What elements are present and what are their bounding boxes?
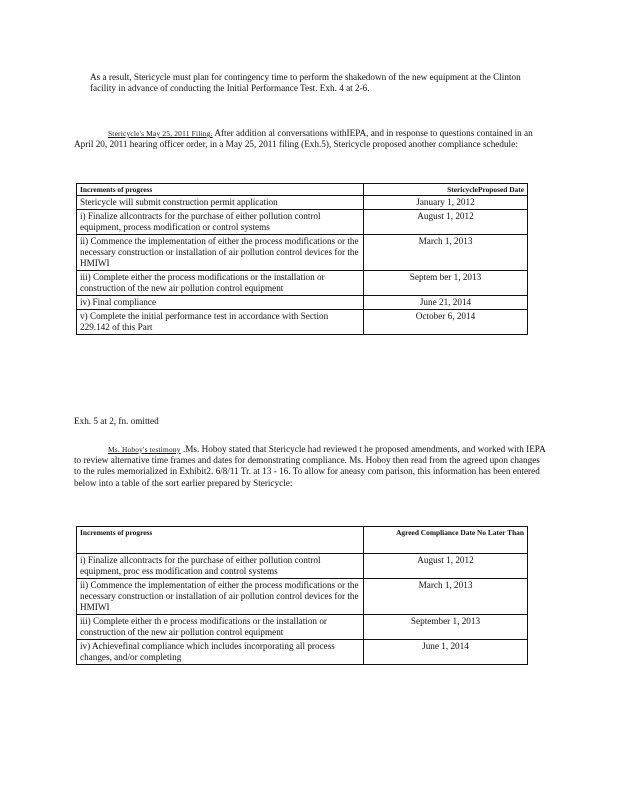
header-agreed-date: Agreed Compliance Date No Later Than [364,527,528,554]
table-row [77,235,528,271]
hoboy-body: .Ms. Hoboy stated that Stericycle had reviewed t he proposed amendments, and worked with IEPA to review alternative time frames and dates for demonstrating compliance. Ms. Hoboy then read from the agreed upon changes to the rules memorialized in Exhibit2. 6/8/11 Tr. at 13 - 16. To allow for aneasy com parison, this information has been entered below into a table of the sort earlier prepared by Stericycle: [74,444,546,488]
increment-cell: iv) Achievefinal compliance which includes incorporating all process changes, and/or completing [77,640,364,665]
agreed-compliance-schedule-table [76,526,528,665]
table-row [77,271,528,296]
section-heading-hoboy: Ms. Hoboy's testimony [108,445,181,454]
increment-cell: ii) Commence the implementation of either the process modifications or the necessary construction or installation of air pollution control devices for the HMIWI [77,235,364,271]
increment-cell: v) Complete the initial performance test in accordance with Section 229.142 of this Part [77,310,364,335]
table-row [77,640,528,665]
date-cell: Septem ber 1, 2013 [364,271,528,296]
date-cell: March 1, 2013 [364,579,528,615]
increment-cell: ii) Commence the implementation of either the process modifications or the necessary construction or installation of air pollution control devices for the HMIWI [77,579,364,615]
header-increments: Increments of progress [77,527,364,554]
paragraph-may-filing [74,128,546,150]
table-header-row [77,184,528,196]
citation-exh5: Exh. 5 at 2, fn. omitted [74,416,159,426]
increment-cell: iii) Complete either th e process modifications or the installation or construction of the new air pollution control equipment [77,615,364,640]
date-cell: March 1, 2013 [364,235,528,271]
table-row [77,310,528,335]
table-row [77,579,528,615]
date-cell: June 1, 2014 [364,640,528,665]
increment-cell: i) Finalize allcontracts for the purchase of either pollution control equipment, proc ess modification and control systems [77,554,364,579]
page-bottom-margin [0,712,618,800]
header-proposed-date: StericycleProposed Date [364,184,528,196]
date-cell: September 1, 2013 [364,615,528,640]
date-cell: January 1, 2012 [364,196,528,210]
header-increments: Increments of progress [77,184,364,196]
table-row [77,554,528,579]
date-cell: August 1, 2012 [364,210,528,235]
table-header-row [77,527,528,554]
increment-cell: Stericycle will submit construction permit application [77,196,364,210]
paragraph-contingency: As a result, Stericycle must plan for contingency time to perform the shakedown of the new equipment at the Clinton facility in advance of conducting the Initial Performance Test. Exh. 4 at 2-6. [90,72,521,94]
stericycle-proposed-schedule-table [76,183,528,335]
paragraph-hoboy-testimony [74,444,546,489]
increment-cell: iv) Final compliance [77,296,364,310]
may-filing-body: After addition al conversations withIEPA, and in response to questions contained in an April 20, 2011 hearing officer order, in a May 25, 2011 filing (Exh.5), Stericycle proposed another compliance schedule: [74,128,533,150]
date-cell: June 21, 2014 [364,296,528,310]
table-row [77,615,528,640]
increment-cell: iii) Complete either the process modifications or the installation or construction of the new air pollution control equipment [77,271,364,296]
date-cell: August 1, 2012 [364,554,528,579]
table-row [77,210,528,235]
section-heading-may-filing: Stericycle's May 25, 2011 Filing. [108,129,213,138]
date-cell: October 6, 2014 [364,310,528,335]
increment-cell: i) Finalize allcontracts for the purchase of either pollution control equipment, process modification or control systems [77,210,364,235]
table-row [77,196,528,210]
table-row [77,296,528,310]
